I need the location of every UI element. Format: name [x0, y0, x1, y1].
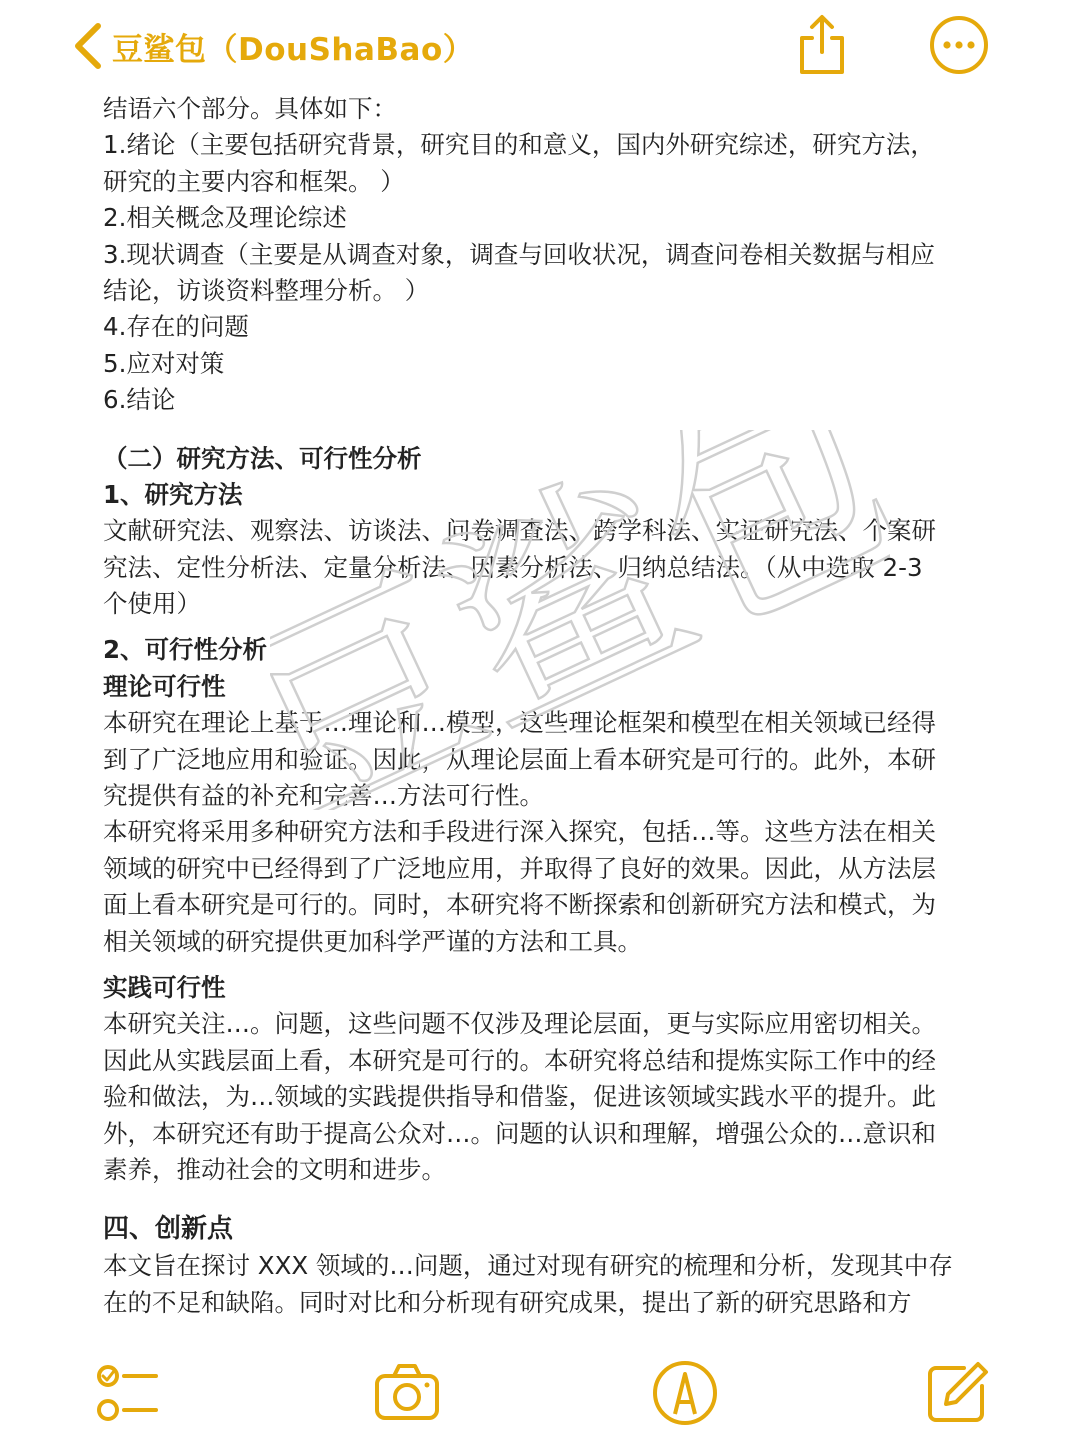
share-button[interactable]: [792, 12, 852, 78]
text-line: 4.存在的问题: [103, 312, 249, 342]
text-line: 在的不足和缺陷。同时对比和分析现有研究成果，提出了新的研究思路和方: [103, 1287, 912, 1317]
section-heading: 四、创新点: [103, 1214, 234, 1245]
text-line: 本研究将采用多种研究方法和手段进行深入探究，包括…等。这些方法在相关: [103, 817, 936, 847]
text-line: 5.应对对策: [103, 348, 225, 378]
note-body[interactable]: [103, 91, 983, 1331]
text-line: 2.相关概念及理论综述: [103, 203, 347, 233]
text-line: 究法、定性分析法、定量分析法、因素分析法、归纳总结法。（从中选取 2-3: [103, 552, 923, 582]
markup-button[interactable]: [650, 1358, 720, 1428]
bottom-toolbar: [0, 1340, 1080, 1440]
text-line: 面上看本研究是可行的。同时，本研究将不断探索和创新研究方法和模式，为: [103, 890, 936, 920]
camera-button[interactable]: [372, 1358, 442, 1428]
section-heading: （二）研究方法、可行性分析: [103, 443, 422, 473]
text-line: 相关领域的研究提供更加科学严谨的方法和工具。: [103, 926, 642, 956]
text-line: 外，本研究还有助于提高公众对…。问题的认识和理解，增强公众的…意识和: [103, 1118, 936, 1148]
text-line: 领域的研究中已经得到了广泛地应用，并取得了良好的效果。因此，从方法层: [103, 853, 936, 883]
notes-folder-title: 豆鲨包（DouShaBao）: [112, 31, 475, 68]
text-line: 验和做法，为…领域的实践提供指导和借鉴，促进该领域实践水平的提升。此: [103, 1082, 936, 1112]
text-line: 文献研究法、观察法、访谈法、问卷调查法、跨学科法、实证研究法、个案研: [103, 516, 936, 546]
text-line: 究提供有益的补充和完善…方法可行性。: [103, 781, 544, 811]
subsection-heading: 2、可行性分析: [103, 635, 268, 665]
spacer: [103, 1188, 983, 1210]
compose-icon: [922, 1358, 992, 1428]
chevron-left-icon: [70, 20, 106, 72]
text-line: 1.绪论（主要包括研究背景，研究目的和意义，国内外研究综述，研究方法，: [103, 130, 935, 160]
text-line: 素养，推动社会的文明和进步。: [103, 1154, 446, 1184]
subsection-heading: 理论可行性: [103, 671, 226, 701]
spacer: [103, 622, 983, 632]
text-line: 个使用）: [103, 589, 201, 619]
subsection-heading: 1、研究方法: [103, 479, 243, 509]
text-line: 3.现状调查（主要是从调查对象，调查与回收状况，调查问卷相关数据与相应: [103, 239, 935, 269]
top-navigation-bar: [0, 0, 1080, 92]
text-line: 研究的主要内容和框架。 ）: [103, 166, 405, 196]
text-line: 结语六个部分。具体如下：: [103, 94, 397, 123]
compose-button[interactable]: [922, 1358, 992, 1428]
checklist-button[interactable]: [94, 1358, 164, 1428]
text-line: 因此从实践层面上看，本研究是可行的。本研究将总结和提炼实际工作中的经: [103, 1045, 936, 1075]
text-line: 到了广泛地应用和验证。因此，从理论层面上看本研究是可行的。此外，本研: [103, 744, 936, 774]
more-icon: [928, 14, 990, 76]
text-line: 本研究关注…。问题，这些问题不仅涉及理论层面，更与实际应用密切相关。: [103, 1009, 936, 1039]
watermark-text: 豆鲨包: [270, 430, 890, 810]
more-button[interactable]: [928, 14, 990, 76]
text-line: 结论，访谈资料整理分析。 ）: [103, 275, 430, 305]
back-button[interactable]: [70, 18, 474, 74]
text-line: 本文旨在探讨 XXX 领域的…问题，通过对现有研究的梳理和分析，发现其中存: [103, 1251, 953, 1281]
markup-icon: [650, 1358, 720, 1428]
share-icon: [792, 12, 852, 78]
spacer: [103, 960, 983, 970]
checklist-icon: [94, 1358, 164, 1428]
subsection-heading: 实践可行性: [103, 972, 226, 1002]
text-line: 6.结论: [103, 385, 176, 415]
camera-icon: [372, 1358, 442, 1428]
spacer: [103, 419, 983, 441]
text-line: 本研究在理论上基于…理论和…模型，这些理论框架和模型在相关领域已经得: [103, 708, 936, 738]
